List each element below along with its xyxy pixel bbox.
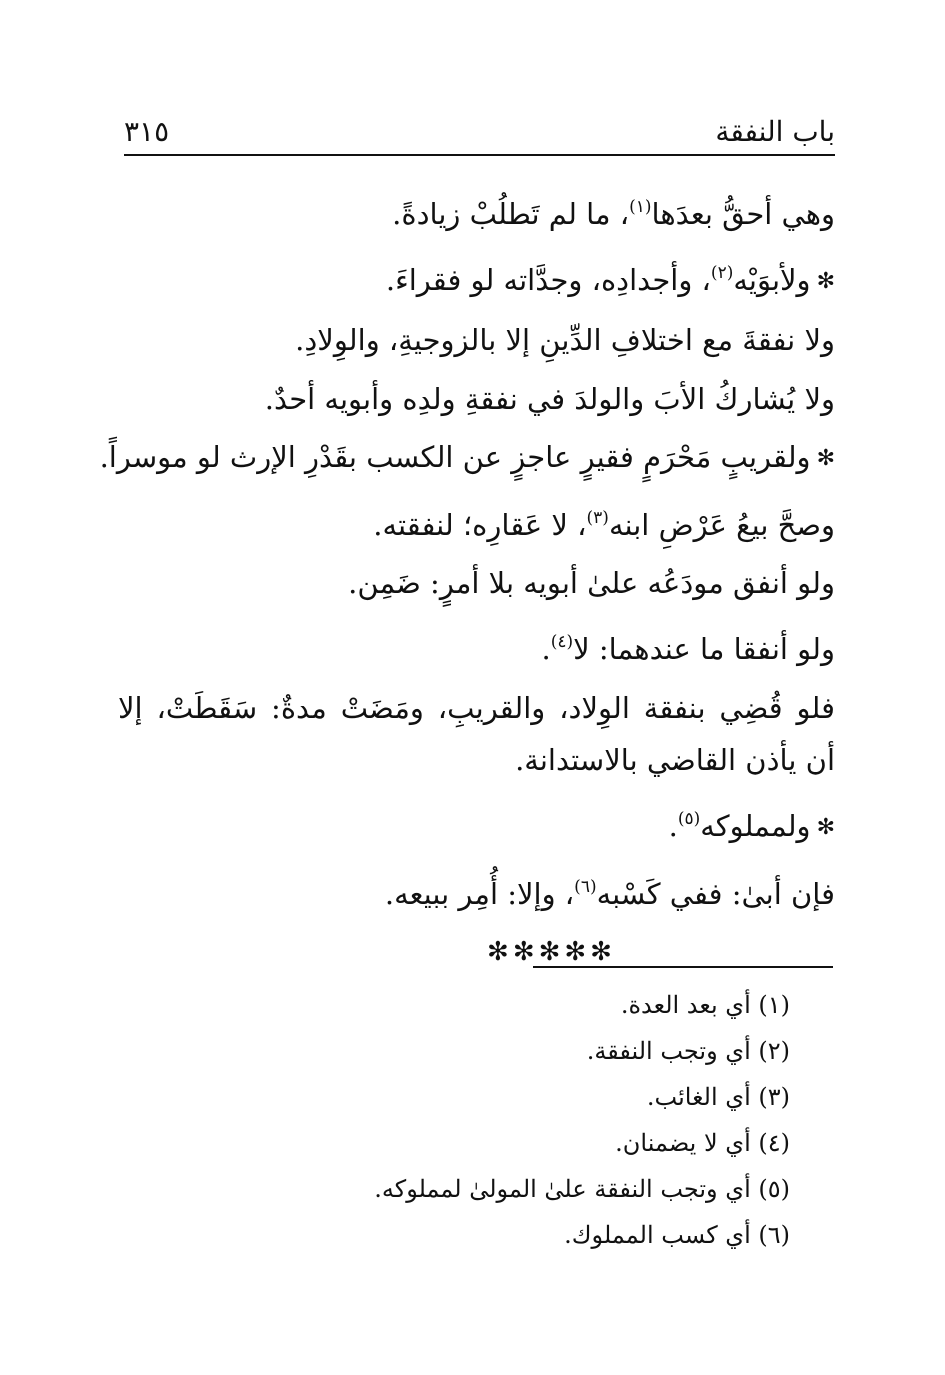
line-5-text: ولقريبٍ مَحْرَمٍ فقيرٍ عاجزٍ عن الكسب بقَدْرِ الإرث لو موسراً.: [99, 440, 811, 474]
text-line-5: [99, 428, 835, 489]
footnote-4: (٤) أي لا يضمنان.: [615, 1129, 790, 1157]
text-line-4: [118, 370, 835, 429]
footnote-ref-3: (٣): [586, 507, 609, 528]
footnote-ref-2: (٢): [710, 262, 734, 283]
section-separator: ✻✻✻✻✻: [487, 937, 616, 967]
text-line-2: [118, 244, 835, 312]
text-line-3: [118, 311, 835, 370]
line-2-text: ولأبوَيْه: [733, 262, 811, 297]
footnote-ref-1: (١): [629, 197, 652, 217]
line-6-text: وصحَّ بيعُ عَرْضِ ابنه: [608, 507, 835, 542]
text-line-10: [118, 790, 835, 858]
footnote-6: (٦) أي كسب المملوك.: [564, 1221, 790, 1249]
footnote-rule: [533, 966, 833, 968]
line-10-after: .: [668, 809, 678, 843]
footnotes: [190, 982, 790, 1258]
text-line-7: [118, 554, 835, 613]
line-7-text: ولو أنفق مودَعُه علىٰ أبويه بلا أمرٍ: ضَمِن.: [348, 566, 835, 600]
line-2-after: ، وأجدادِه، وجدَّاته لو فقراءَ.: [385, 262, 711, 297]
text-line-1: [118, 178, 835, 244]
line-3-text: ولا نفقةَ مع اختلافِ الدِّينِ إلا بالزوجيةِ، والوِلادِ.: [295, 323, 835, 357]
chapter-title: باب النفقة: [715, 115, 835, 148]
line-10-text: ولمملوكه: [700, 809, 811, 843]
main-text: [99, 178, 835, 967]
paragraph-istidana: فلو قُضِي بنفقة الوِلاد، والقريبِ، ومَضَتْ مدةٌ: سَقَطَتْ، إلا أن يأذن القاضي بالاستدانة.: [118, 691, 835, 777]
page-number: ٣١٥: [124, 115, 170, 148]
line-4-text: ولا يُشاركُ الأبَ والولدَ في نفقةِ ولدِه وأبويه أحدٌ.: [264, 381, 835, 416]
footnote-ref-4: (٤): [550, 631, 574, 652]
line-1-after: ، ما لم تَطلُبْ زيادةً.: [392, 197, 630, 231]
footnote-5: (٥) أي وتجب النفقة علىٰ المولىٰ لمملوكه.: [374, 1175, 790, 1203]
star-icon: ✻: [816, 268, 835, 294]
footnote-1: (١) أي بعد العدة.: [620, 991, 790, 1019]
star-icon: ✻: [816, 815, 835, 840]
footnote-ref-6: (٦): [574, 876, 597, 897]
footnote-ref-5: (٥): [677, 809, 701, 829]
footnote-2: (٢) أي وتجب النفقة.: [586, 1037, 790, 1065]
text-line-8: [118, 613, 835, 679]
footnote-3: (٣) أي الغائب.: [646, 1083, 790, 1111]
line-11-text: فإن أبىٰ: ففي كَسْبه: [596, 876, 835, 911]
line-8-after: .: [541, 631, 551, 666]
star-icon: ✻: [816, 446, 835, 471]
line-8-text: ولو أنفقا ما عندهما: لا: [573, 631, 835, 666]
text-line-11: [118, 858, 835, 924]
line-6-after: ، لا عَقارِه؛ لنفقته.: [373, 507, 587, 542]
running-header: [124, 104, 835, 156]
text-line-6: [118, 489, 835, 555]
line-1-text: وهي أحقُّ بعدَها: [651, 197, 835, 231]
line-11-after: ، وإلا: أُمِر ببيعه.: [384, 876, 575, 911]
